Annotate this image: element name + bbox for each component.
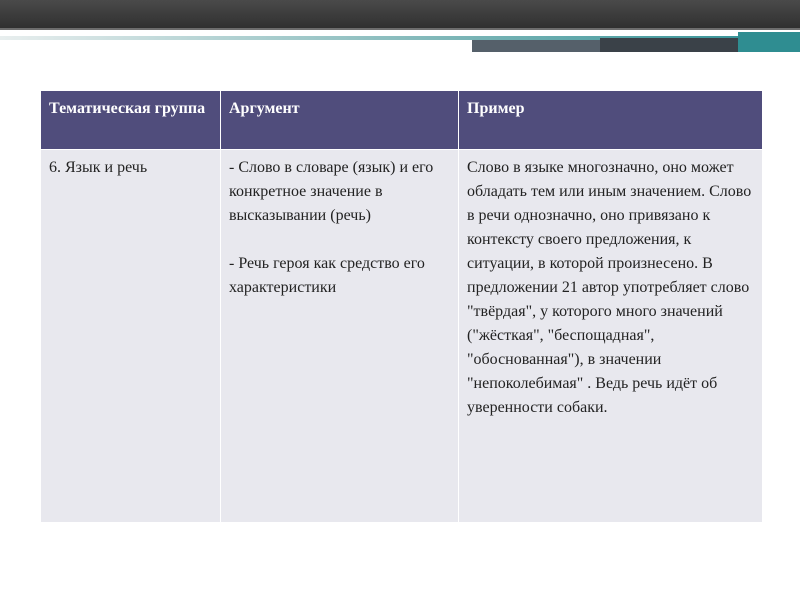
decorative-block-left xyxy=(472,40,602,52)
top-decorative-bar xyxy=(0,0,800,30)
cell-argument xyxy=(221,150,459,523)
content-table xyxy=(40,90,763,523)
argument-item-1: - Слово в словаре (язык) и его конкретное значение в высказывании (речь) xyxy=(229,159,434,224)
argument-spacer xyxy=(229,228,450,252)
header-thematic-group: Тематическая группа xyxy=(41,91,221,150)
cell-group: 6. Язык и речь xyxy=(41,150,221,523)
header-example: Пример xyxy=(459,91,763,150)
argument-item-2: - Речь героя как средство его характеристики xyxy=(229,255,425,296)
cell-example: Слово в языке многозначно, оно может обладать тем или иным значением. Слово в речи однозначно, оно привязано к контексту своего предложения, к ситуации, в которой произнесено. В предложении 21 автор употребляет слово "твёрдая", у которого много значений ("жёсткая", "беспощадная", "обоснованная"), в значении "непоколебимая" . Ведь речь идёт об уверенности собаки. xyxy=(459,150,763,523)
decorative-block-right xyxy=(738,32,800,52)
table-header-row xyxy=(41,91,763,150)
table-row xyxy=(41,150,763,523)
header-argument: Аргумент xyxy=(221,91,459,150)
